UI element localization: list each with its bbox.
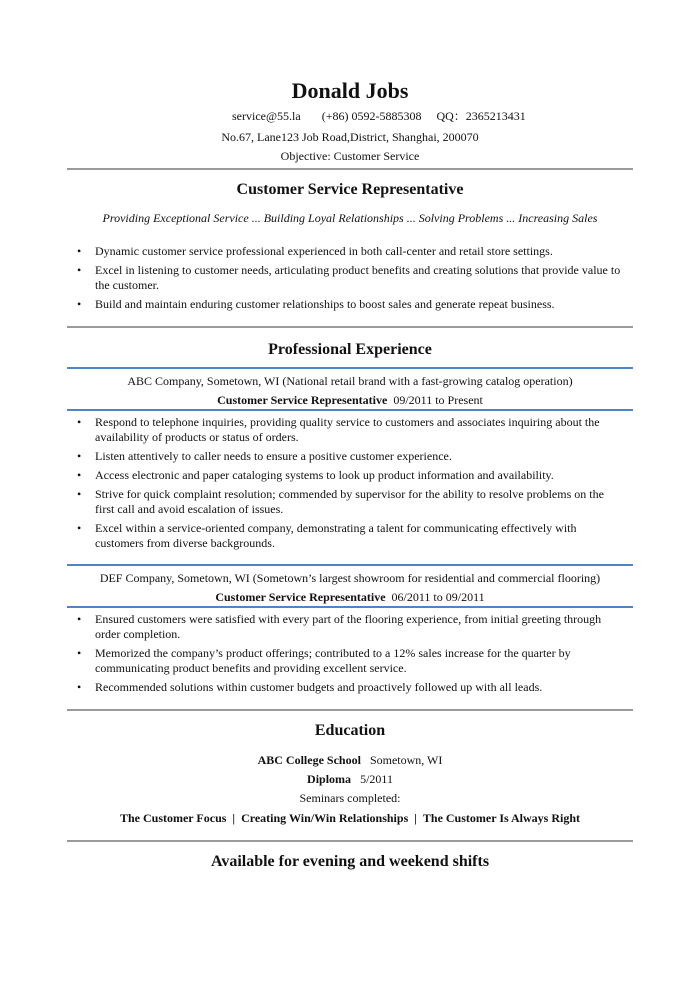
job-divider	[67, 409, 633, 411]
seminar-item: Creating Win/Win Relationships	[241, 811, 409, 825]
school-line	[0, 752, 700, 768]
school-name: ABC College School	[257, 753, 361, 767]
seminars-list	[0, 810, 700, 826]
role-line	[0, 392, 700, 408]
summary-title: Customer Service Representative	[236, 181, 464, 198]
seminars-label: Seminars completed:	[299, 791, 401, 805]
contact-line	[232, 108, 526, 124]
summary-bullets	[77, 244, 623, 316]
seminar-item: The Customer Focus	[119, 811, 227, 825]
list-item: • Excel within a service-oriented company, demonstrating a talent for communicating effectively with customers from diverse backgrounds.	[77, 521, 623, 551]
list-item: • Excel in listening to customer needs, articulating product benefits and creating solutions that provide value to the customer.	[77, 263, 623, 293]
list-item: • Access electronic and paper cataloging systems to look up product information and availability.	[77, 468, 623, 483]
objective: Objective: Customer Service	[280, 149, 420, 163]
qq-number: QQ：2365213431	[436, 109, 526, 123]
job-bullets	[77, 415, 623, 555]
section-divider	[67, 709, 633, 711]
school-location: Sometown, WI	[369, 753, 443, 767]
section-divider	[67, 326, 633, 328]
job-divider	[67, 606, 633, 608]
candidate-name: Donald Jobs	[291, 78, 409, 103]
role-dates: 09/2011 to Present	[393, 393, 483, 407]
separator: |	[232, 811, 236, 825]
job-divider	[67, 564, 633, 566]
job-divider	[67, 367, 633, 369]
section-divider	[67, 840, 633, 842]
role-line	[0, 589, 700, 605]
section-divider	[67, 168, 633, 170]
experience-title: Professional Experience	[268, 341, 432, 358]
list-item: • Dynamic customer service professional experienced in both call-center and retail store settings.	[77, 244, 623, 259]
separator: |	[414, 811, 417, 825]
list-item: • Listen attentively to caller needs to ensure a positive customer experience.	[77, 449, 623, 464]
phone: (+86) 0592-5885308	[321, 109, 422, 123]
seminar-item: The Customer Is Always Right	[422, 811, 581, 825]
summary-tagline: Providing Exceptional Service ... Building Loyal Relationships ... Solving Problems ... Increasing Sales	[102, 211, 598, 225]
company-line: ABC Company, Sometown, WI (National retail brand with a fast-growing catalog operation)	[127, 374, 573, 388]
diploma-date: 5/2011	[360, 772, 393, 786]
diploma-line	[0, 771, 700, 787]
list-item: • Strive for quick complaint resolution; commended by supervisor for the ability to resolve problems on the first call and avoid escalation of issues.	[77, 487, 623, 517]
list-item: • Memorized the company’s product offerings; contributed to a 12% sales increase for the quarter by communicating product benefits and providing excellent service.	[77, 646, 623, 676]
job-bullets	[77, 612, 623, 699]
list-item: • Build and maintain enduring customer relationships to boost sales and generate repeat business.	[77, 297, 623, 312]
role-title: Customer Service Representative	[215, 590, 386, 604]
list-item: • Respond to telephone inquiries, providing quality service to customers and associates inquiring about the availability of products or status of orders.	[77, 415, 623, 445]
company-line: DEF Company, Sometown, WI (Sometown’s largest showroom for residential and commercial flooring)	[99, 571, 601, 585]
list-item: • Recommended solutions within customer budgets and proactively followed up with all leads.	[77, 680, 623, 695]
education-title: Education	[314, 722, 386, 739]
role-dates: 06/2011 to 09/2011	[391, 590, 485, 604]
availability-note: Available for evening and weekend shifts	[210, 853, 490, 870]
diploma-label: Diploma	[307, 772, 352, 786]
email: service@55.la	[232, 109, 301, 123]
address: No.67, Lane123 Job Road,District, Shanghai, 200070	[221, 130, 479, 144]
list-item: • Ensured customers were satisfied with every part of the flooring experience, from initial greeting through order completion.	[77, 612, 623, 642]
role-title: Customer Service Representative	[217, 393, 388, 407]
